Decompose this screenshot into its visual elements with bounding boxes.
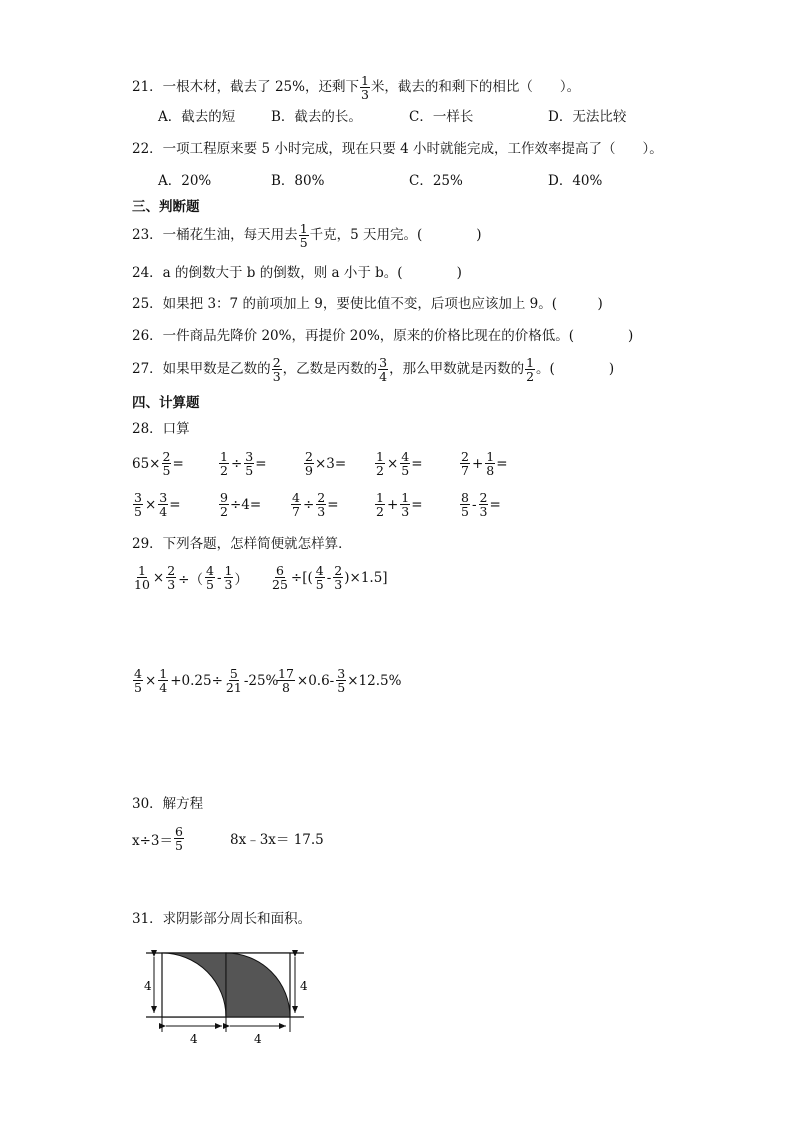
oral-calc-item: $\frac{1}{2}$ ÷ $\frac{3}{5}$ =: [220, 449, 267, 479]
question-31-title: 31．求阴影部分周长和面积。: [132, 911, 312, 927]
equation-2: 8x﹣3x＝ 17.5: [230, 832, 324, 848]
q27-fraction-3: $\frac{1}{2}$: [526, 355, 535, 385]
q27-fraction-2: $\frac{3}{4}$: [379, 355, 388, 385]
q21-fraction: $\frac{1}{3}$: [360, 73, 369, 103]
q21-option-c: C．一样长: [409, 109, 474, 125]
q27-fraction-1: $\frac{2}{3}$: [272, 355, 281, 385]
q21-option-b: B．截去的长。: [271, 109, 362, 125]
oral-calc-item: $\frac{8}{5}$ - $\frac{2}{3}$ =: [461, 490, 501, 520]
q27-text-1: 27．如果甲数是乙数的: [132, 360, 271, 377]
question-30-title: 30．解方程: [132, 796, 204, 812]
simplify-expression-2: $\frac{6}{25}$ ÷[( $\frac{4}{5}$ - $\frac{2}{3}$ )×1.5]: [272, 563, 388, 593]
oral-calc-item: $\frac{4}{7}$ ÷ $\frac{2}{3}$ =: [292, 490, 339, 520]
q27-text-3: ，那么甲数就是丙数的: [389, 360, 525, 377]
q22-option-a: A．20%: [158, 173, 212, 189]
oral-calc-item: $\frac{2}{9}$ ×3=: [305, 449, 347, 479]
q22-option-d: D．40%: [548, 173, 603, 189]
question-23: [132, 222, 482, 249]
oral-calc-item: $\frac{3}{5}$ × $\frac{3}{4}$ =: [134, 490, 181, 520]
section-judgment-title: 三、判断题: [132, 199, 200, 215]
q21-text-pre: 21．一根木材，截去了 25%，还剩下: [132, 78, 359, 95]
q21-text-post: 米，截去的和剩下的相比（ ）。: [370, 78, 581, 95]
question-24: 24．a 的倒数大于 b 的倒数，则 a 小于 b。( ): [132, 265, 462, 281]
question-26: 26．一件商品先降价 20%，再提价 20%，原来的价格比现在的价格低。( ): [132, 328, 634, 344]
oral-calc-item: $\frac{2}{7}$ + $\frac{1}{8}$ =: [461, 449, 508, 479]
q21-option-d: D．无法比较: [548, 109, 627, 125]
q23-fraction: $\frac{1}{5}$: [299, 221, 308, 251]
simplify-expression-4: $\frac{17}{8}$ ×0.6- $\frac{3}{5}$ ×12.5%: [278, 666, 402, 696]
oral-calc-item: $\frac{9}{2}$ ÷4=: [220, 490, 262, 520]
simplify-expression-1: $\frac{1}{10}$ × $\frac{2}{3}$ ÷（ $\frac{4}{5}$ - $\frac{1}{3}$ ）: [134, 563, 248, 593]
question-21: [132, 74, 580, 101]
q27-text-4: 。( ): [536, 360, 615, 377]
simplify-expression-3: $\frac{4}{5}$ × $\frac{1}{4}$ +0.25÷ $\frac{5}{21}$ -25%: [134, 666, 279, 696]
shaded-area-figure: [138, 944, 318, 1048]
question-25: 25．如果把 3：7 的前项加上 9，要使比值不变，后项也应该加上 9。( ): [132, 296, 603, 312]
right-height-label: 4: [300, 979, 308, 993]
question-28-title: 28．口算: [132, 421, 190, 437]
oral-calc-item: 65× $\frac{2}{5}$ =: [132, 449, 184, 479]
oral-calc-item: $\frac{1}{2}$ + $\frac{1}{3}$ =: [376, 490, 423, 520]
q22-option-c: C．25%: [409, 173, 463, 189]
q23-text-post: 千克，5 天用完。( ): [309, 226, 482, 243]
q21-option-a: A．截去的短: [158, 109, 236, 125]
width1-label: 4: [190, 1032, 198, 1046]
equation-1: x÷3＝ $\frac{6}{5}$: [132, 824, 183, 854]
q23-text-pre: 23．一桶花生油，每天用去: [132, 226, 298, 243]
question-22: 22．一项工程原来要 5 小时完成，现在只要 4 小时就能完成，工作效率提高了（ ）。: [132, 141, 663, 157]
q22-option-b: B．80%: [271, 173, 325, 189]
question-27: [132, 356, 614, 383]
section-calculation-title: 四、计算题: [132, 395, 200, 411]
question-29-title: 29．下列各题，怎样简便就怎样算．: [132, 536, 352, 552]
q27-text-2: ，乙数是丙数的: [282, 360, 378, 377]
oral-calc-item: $\frac{1}{2}$ × $\frac{4}{5}$ =: [376, 449, 423, 479]
left-height-label: 4: [144, 979, 152, 993]
width2-label: 4: [254, 1032, 262, 1046]
